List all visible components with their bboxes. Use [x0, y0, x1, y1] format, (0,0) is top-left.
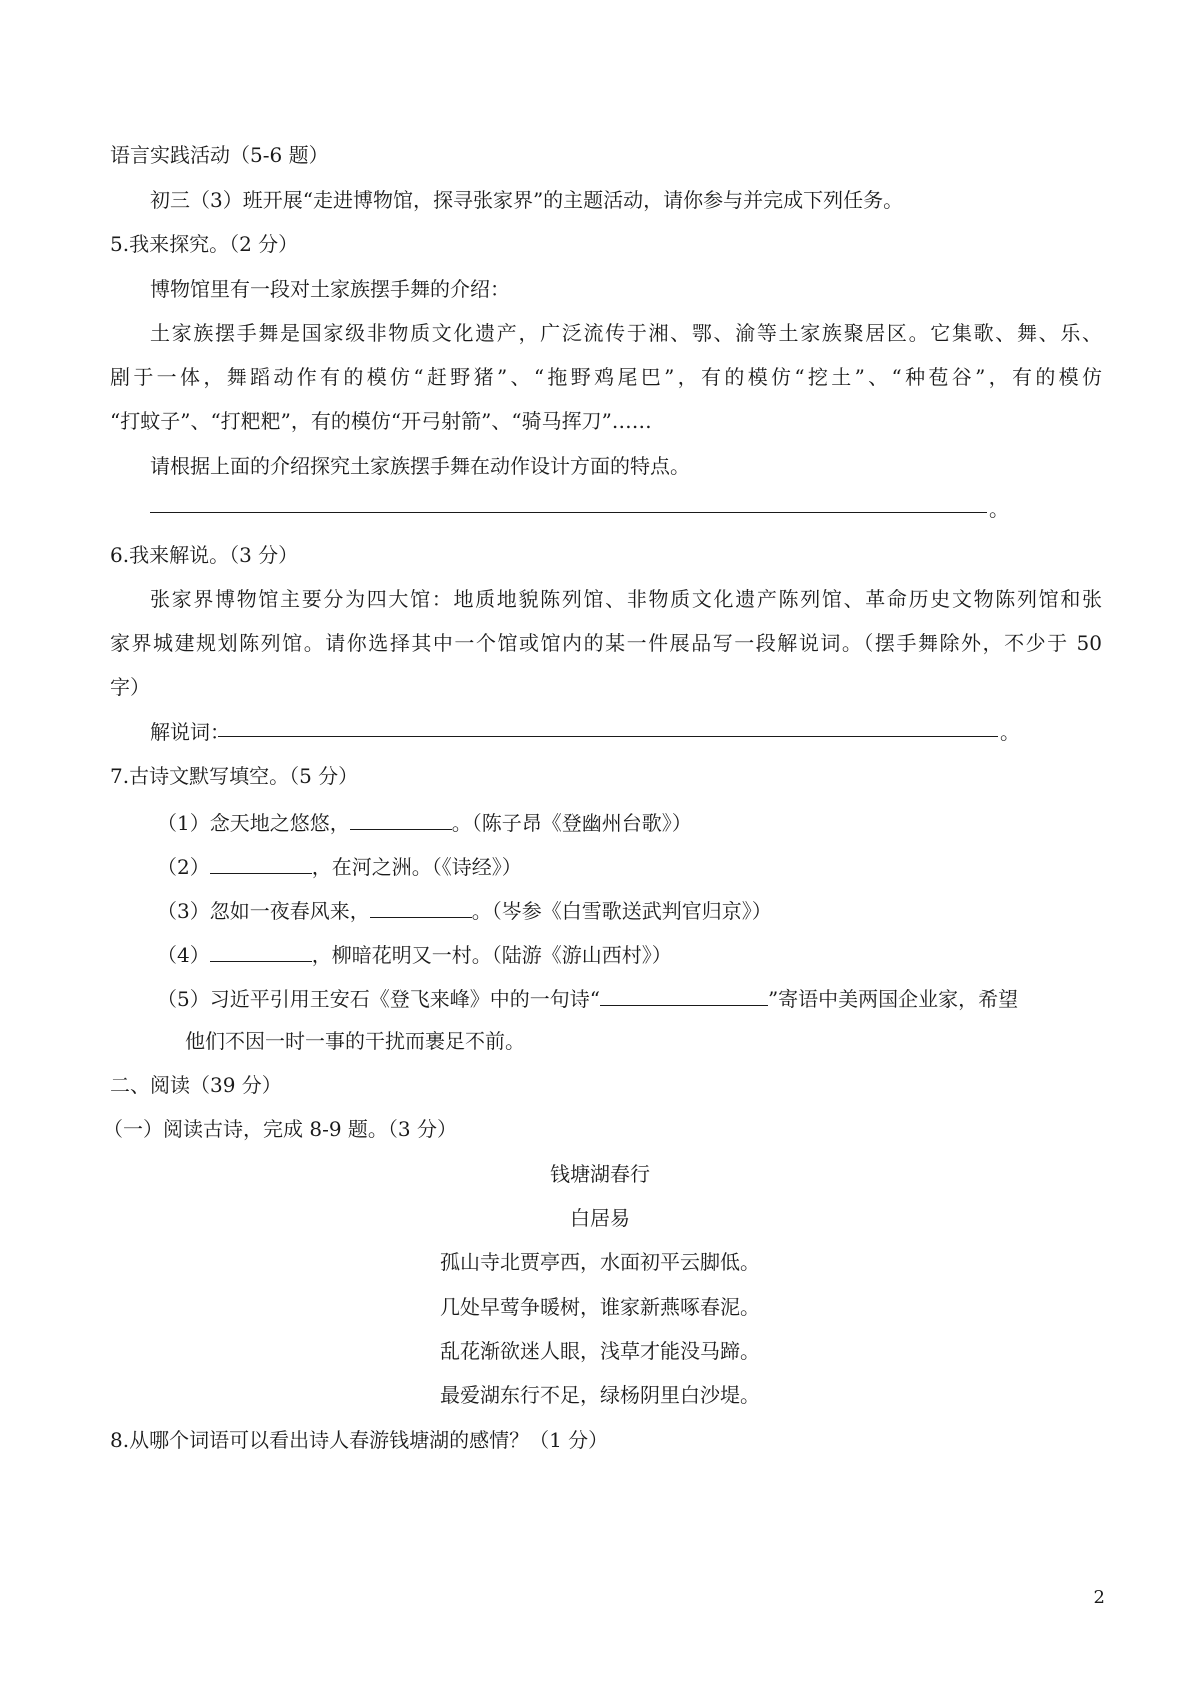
- q7-item-1-post: 。（陈子昂《登幽州台歌》）: [451, 811, 692, 835]
- page-number: 2: [1093, 1587, 1105, 1608]
- poem-line-2: 几处早莺争暖树，谁家新燕啄春泥。: [440, 1295, 760, 1319]
- q7-item-1-blank[interactable]: [350, 807, 452, 830]
- q6-answer-label: 解说词：: [150, 720, 230, 744]
- q7-item-3-blank[interactable]: [370, 895, 472, 918]
- poem-line-4: 最爱湖东行不足，绿杨阴里白沙堤。: [440, 1383, 760, 1407]
- q5-prompt: 请根据上面的介绍探究土家族摆手舞在动作设计方面的特点。: [150, 454, 690, 478]
- q5-passage-line-1: 土家族摆手舞是国家级非物质文化遗产，广泛流传于湘、鄂、渝等土家族聚居区。它集歌、舞、乐、: [150, 321, 1102, 345]
- q6-text-line-3: 字）: [110, 675, 150, 699]
- q7-item-4-post: ，柳暗花明又一村。（陆游《游山西村》）: [311, 943, 672, 967]
- q7-item-1-pre: （1）念天地之悠悠，: [157, 811, 350, 835]
- q7-item-2-post: ，在河之洲。（《诗经》）: [311, 855, 522, 879]
- q7-item-5-pre: （5）习近平引用王安石《登飞来峰》中的一句诗“: [157, 987, 600, 1011]
- q5-passage-line-3: “打蚊子”、“打粑粑”，有的模仿“开弓射箭”、“骑马挥刀”……: [110, 409, 652, 433]
- q5-answer-line[interactable]: [150, 512, 987, 513]
- q5-title: 5.我来探究。（2 分）: [110, 232, 299, 256]
- q6-answer-line[interactable]: [218, 736, 998, 737]
- q7-item-1: [157, 807, 692, 836]
- q7-item-5: [157, 983, 1018, 1012]
- poem-line-1: 孤山寺北贾亭西，水面初平云脚低。: [440, 1250, 760, 1274]
- poem-line-3: 乱花渐欲迷人眼，浅草才能没马蹄。: [440, 1339, 760, 1363]
- poem-author: 白居易: [570, 1206, 630, 1230]
- q7-item-5-blank[interactable]: [600, 983, 768, 1006]
- section-practice-title: 语言实践活动（5-6 题）: [110, 143, 329, 167]
- q5-lead: 博物馆里有一段对土家族摆手舞的介绍：: [150, 277, 510, 301]
- q6-text-line-2: 家界城建规划陈列馆。请你选择其中一个馆或馆内的某一件展品写一段解说词。（摆手舞除外，不少于 50: [110, 631, 1102, 655]
- q7-title: 7.古诗文默写填空。（5 分）: [110, 764, 359, 788]
- section-reading-sub1: （一）阅读古诗，完成 8-9 题。（3 分）: [103, 1117, 458, 1141]
- q5-passage-line-2: 剧于一体，舞蹈动作有的模仿“赶野猪”、“拖野鸡尾巴”，有的模仿“挖土”、“种苞谷”，有的模仿: [110, 365, 1102, 389]
- q6-text-line-1: 张家界博物馆主要分为四大馆：地质地貌陈列馆、非物质文化遗产陈列馆、革命历史文物陈列馆和张: [150, 587, 1102, 611]
- section-reading-title: 二、阅读（39 分）: [110, 1073, 282, 1097]
- q6-title: 6.我来解说。（3 分）: [110, 543, 299, 567]
- q7-item-4: [157, 939, 672, 968]
- q6-answer-period: 。: [1000, 720, 1020, 744]
- q7-item-5-post: ”寄语中美两国企业家，希望: [767, 987, 1019, 1011]
- q7-item-2-blank[interactable]: [210, 851, 312, 874]
- poem-title: 钱塘湖春行: [550, 1162, 650, 1186]
- q7-item-4-blank[interactable]: [210, 939, 312, 962]
- q7-item-3-post: 。（岑参《白雪歌送武判官归京》）: [471, 899, 772, 923]
- q7-item-2: [157, 851, 522, 880]
- q8-title: 8.从哪个词语可以看出诗人春游钱塘湖的感情？（1 分）: [110, 1428, 609, 1452]
- q7-item-3-pre: （3）忽如一夜春风来，: [157, 899, 370, 923]
- q7-item-4-pre: （4）: [157, 943, 210, 967]
- q7-item-3: [157, 895, 772, 924]
- q5-answer-period: 。: [989, 497, 1009, 521]
- section-practice-intro: 初三（3）班开展“走进博物馆，探寻张家界”的主题活动，请你参与并完成下列任务。: [150, 188, 904, 212]
- q7-item-5-continued: 他们不因一时一事的干扰而裹足不前。: [185, 1029, 525, 1053]
- q7-item-2-pre: （2）: [157, 855, 210, 879]
